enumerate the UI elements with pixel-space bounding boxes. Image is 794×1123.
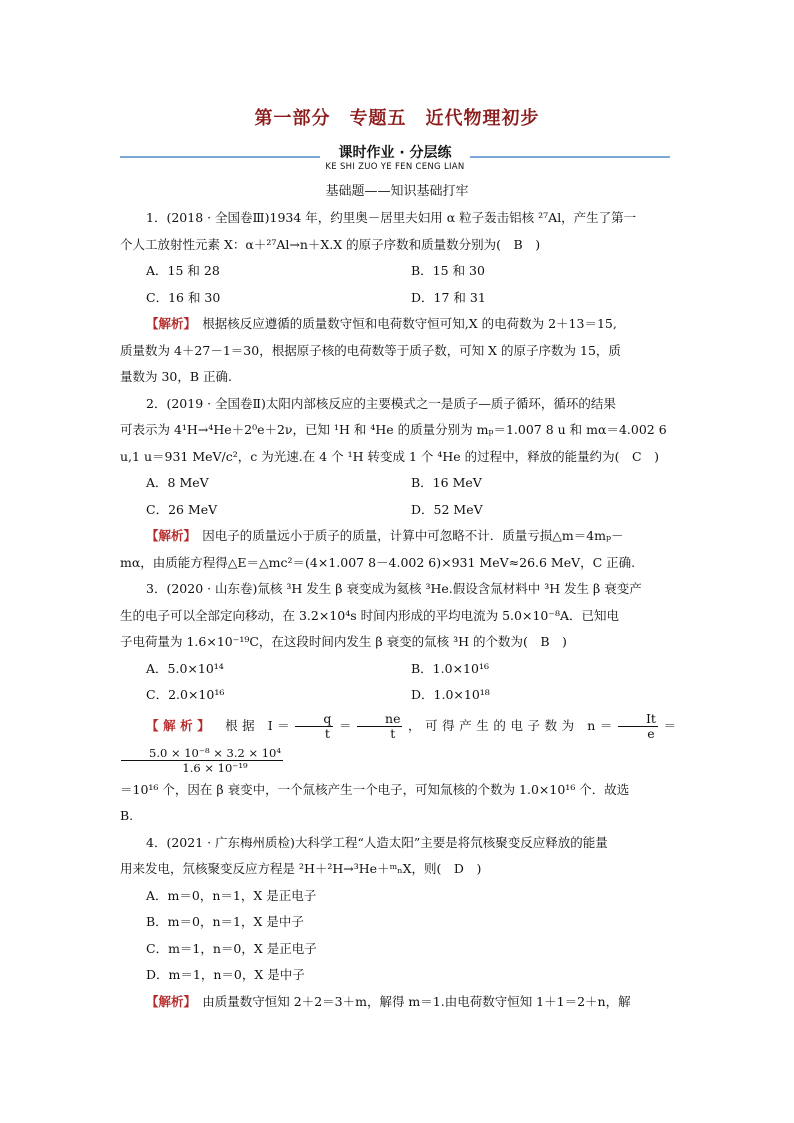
fraction-denominator: e <box>647 725 655 741</box>
fraction-numeric <box>121 746 283 775</box>
q4-analysis-text: 由质量数守恒知 2＋2＝3＋m，解得 m＝1.由电荷数守恒知 1＋1＝2＋n，解 <box>189 993 631 1009</box>
q1-analysis-text: 根据核反应遵循的质量数守恒和电荷数守恒可知,X 的电荷数为 2＋13＝15, <box>189 316 617 331</box>
q4-option-b: B．m＝0，n＝1，X 是中子 <box>146 914 304 929</box>
q2-option-a: A．8 MeV <box>146 475 209 490</box>
q3-option-b: B．1.0×10¹⁶ <box>411 660 489 676</box>
q2-options-row <box>120 470 676 497</box>
q2-option-d: D．52 MeV <box>411 501 483 517</box>
q2-options-row <box>120 497 676 524</box>
q3-stem-line: 3．(2020 · 山东卷)氚核 ³H 发生 β 衰变成为氦核 ³He.假设含氚材料中 ³H 发生 β 衰变产 <box>146 581 642 596</box>
q3-analysis-line: B. <box>120 808 134 823</box>
q4-option-a: A．m＝0，n＝1，X 是正电子 <box>146 887 317 903</box>
section-heading: 基础题——知识基础打牢 <box>325 184 469 199</box>
q4-stem-line: 用来发电，氘核聚变反应方程是 ²H＋²H→³He＋ᵐₙX，则( D ) <box>120 861 482 876</box>
q3-options-row <box>120 682 676 709</box>
fraction-numerator: It <box>618 712 658 727</box>
q2-analysis-line: mα，由质能方程得△E＝△mc²＝(4×1.007 8－4.002 6)×931 MeV≈26.6 MeV，C 正确. <box>120 554 636 570</box>
equals-sign: ＝ <box>334 717 357 733</box>
q3-option-d: D．1.0×10¹⁸ <box>411 687 490 702</box>
q2-stem-line: 可表示为 4¹H→⁴He＋2⁰e＋2ν，已知 ¹H 和 ⁴He 的质量分别为 mₚ＝1.007 8 u 和 mα＝4.002 6 <box>120 422 667 437</box>
banner-pinyin: KE SHI ZUO YE FEN CENG LIAN <box>325 162 465 172</box>
q2-stem-line: u,1 u＝931 MeV/c²，c 为光速.在 4 个 ¹H 转变成 1 个 ⁴He 的过程中，释放的能量约为( C ) <box>120 448 659 464</box>
q2-option-b: B．16 MeV <box>411 475 482 490</box>
q2-stem-line: 2．(2019 · 全国卷Ⅱ)太阳内部核反应的主要模式之一是质子—质子循环，循环的结果 <box>146 395 616 411</box>
page-title: 第一部分 专题五 近代物理初步 <box>254 108 540 129</box>
q1-analysis <box>120 311 676 338</box>
q1-option-a: A．15 和 28 <box>146 263 220 278</box>
q3-analysis <box>120 709 676 777</box>
q1-option-d: D．17 和 31 <box>411 289 486 305</box>
question-list <box>120 205 676 1015</box>
banner-rule-left <box>120 156 320 158</box>
q1-option-c: C．16 和 30 <box>146 289 221 305</box>
q3-analysis-line: ＝10¹⁶ 个，因在 β 衰变中，一个氚核产生一个电子，可知氚核的个数为 1.0×10¹⁶ 个．故选 <box>120 781 630 797</box>
q3-stem-line: 子电荷量为 1.6×10⁻¹⁹C，在这段时间内发生 β 衰变的氚核 ³H 的个数为( B ) <box>120 634 567 649</box>
q4-analysis <box>120 989 676 1016</box>
fraction-q-over-t <box>295 712 333 741</box>
fraction-numerator: ne <box>357 712 402 727</box>
q3-option-a: A．5.0×10¹⁴ <box>146 660 224 676</box>
q2-analysis <box>120 523 676 550</box>
q3-option-c: C．2.0×10¹⁶ <box>146 687 225 702</box>
fraction-denominator: t <box>390 725 396 741</box>
q3-analysis-text: ，可得产生的电子数为 n＝ <box>403 717 617 733</box>
q2-analysis-text: 因电子的质量远小于质子的质量，计算中可忽略不计．质量亏损△m＝4mₚ－ <box>189 528 624 543</box>
q3-options-row <box>120 656 676 683</box>
equals-sign: ＝ <box>658 717 676 733</box>
fraction-denominator: 1.6 × 10⁻¹⁹ <box>182 760 248 775</box>
analysis-tag: 【解析】 <box>146 528 190 543</box>
q1-analysis-line: 量数为 30，B 正确. <box>120 369 233 384</box>
q4-stem-line: 4．(2021 · 广东梅州质检)大科学工程“人造太阳”主要是将氘核聚变反应释放的能量 <box>146 834 608 850</box>
q1-analysis-line: 质量数为 4＋27－1＝30，根据原子核的电荷数等于质子数，可知 X 的原子序数为 15，质 <box>120 342 621 358</box>
q4-option-d: D．m＝1，n＝0，X 是中子 <box>146 967 305 982</box>
fraction-denominator: t <box>324 725 330 741</box>
analysis-tag: 【解析】 <box>146 316 190 331</box>
q2-option-c: C．26 MeV <box>146 501 218 517</box>
q1-options-row <box>120 258 676 285</box>
fraction-numerator: q <box>295 712 333 727</box>
section-banner <box>120 141 670 177</box>
q1-stem-line: 个人工放射性元素 X：α＋²⁷Al→n＋X.X 的原子序数和质量数分别为( B ) <box>120 236 541 252</box>
analysis-tag: 【解析】 <box>146 717 209 733</box>
fraction-it-over-e <box>618 712 658 741</box>
banner-title: 课时作业 · 分层练 <box>338 145 452 161</box>
fraction-ne-over-t <box>357 712 402 741</box>
q1-option-b: B．15 和 30 <box>411 263 485 278</box>
analysis-tag: 【解析】 <box>146 993 190 1009</box>
q1-options-row <box>120 285 676 312</box>
fraction-numerator: 5.0 × 10⁻⁸ × 3.2 × 10⁴ <box>121 746 283 761</box>
q3-stem-line: 生的电子可以全部定向移动，在 3.2×10⁴s 时间内形成的平均电流为 5.0×10⁻⁸A．已知电 <box>120 607 620 623</box>
banner-rule-right <box>470 156 670 158</box>
q1-stem-line: 1．(2018 · 全国卷Ⅲ)1934 年，约里奥－居里夫妇用 α 粒子轰击铝核 ²⁷Al，产生了第一 <box>146 210 637 225</box>
q4-option-c: C．m＝1，n＝0，X 是正电子 <box>146 940 317 956</box>
q3-analysis-text: 根据 I＝ <box>208 717 295 733</box>
